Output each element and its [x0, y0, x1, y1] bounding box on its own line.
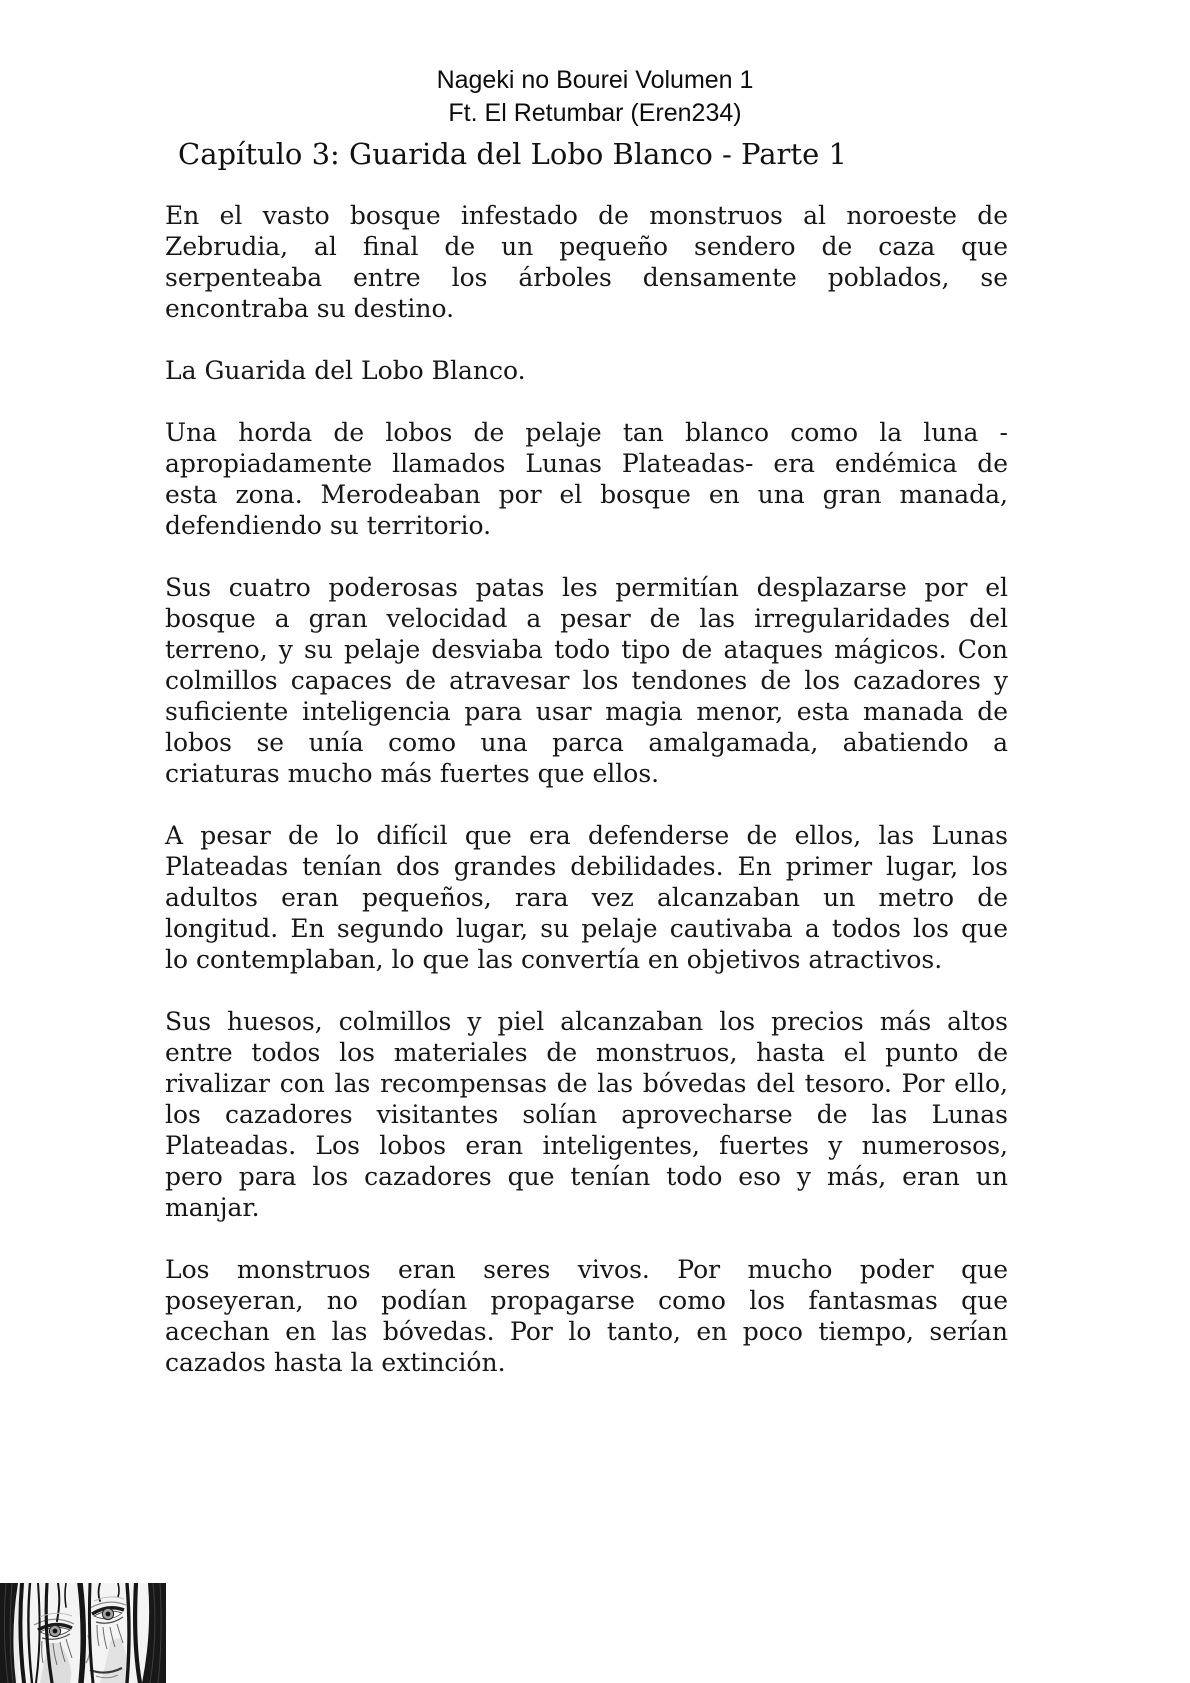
text-line: cazados hasta la extinción.: [165, 1348, 506, 1377]
text-line: lo contemplaban, lo que las convertía en objetivos atractivos.: [165, 945, 943, 974]
text-line: La Guarida del Lobo Blanco.: [165, 356, 526, 385]
paragraph: [165, 417, 1008, 541]
manga-face-image: [0, 1583, 166, 1683]
text-line: criaturas mucho más fuertes que ellos.: [165, 759, 660, 788]
paragraph: [165, 572, 1008, 789]
text-line: adultos eran pequeños, rara vez alcanzaban un metro de: [165, 883, 1008, 912]
text-line: Sus huesos, colmillos y piel alcanzaban los precios más altos: [165, 1007, 1008, 1036]
text-line: colmillos capaces de atravesar los tendones de los cazadores y: [165, 666, 1008, 695]
paragraph: [165, 1006, 1008, 1223]
text-line: terreno, y su pelaje desviaba todo tipo de ataques mágicos. Con: [165, 635, 1008, 664]
text-line: A pesar de lo difícil que era defenderse de ellos, las Lunas: [165, 821, 1008, 850]
text-line: Los monstruos eran seres vivos. Por mucho poder que: [165, 1255, 1008, 1284]
text-line: En el vasto bosque infestado de monstruos al noroeste de: [165, 201, 1008, 230]
text-line: rivalizar con las recompensas de las bóvedas del tesoro. Por ello,: [165, 1069, 1008, 1098]
text-line: esta zona. Merodeaban por el bosque en una gran manada,: [165, 480, 1008, 509]
text-line: Una horda de lobos de pelaje tan blanco como la luna -: [165, 418, 1008, 447]
manga-face-illustration: [0, 1583, 166, 1683]
title-line-1: Nageki no Bourei Volumen 1: [436, 66, 754, 94]
document-header: [0, 0, 1190, 130]
text-line: Plateadas tenían dos grandes debilidades. En primer lugar, los: [165, 852, 1008, 881]
text-line: bosque a gran velocidad a pesar de las irregularidades del: [165, 604, 1008, 633]
text-line: pero para los cazadores que tenían todo eso y más, eran un: [165, 1162, 1008, 1191]
text-line: defendiendo su territorio.: [165, 511, 492, 540]
text-line: suficiente inteligencia para usar magia menor, esta manada de: [165, 697, 1008, 726]
text-line: Zebrudia, al final de un pequeño sendero de caza que: [165, 232, 1008, 261]
text-line: Plateadas. Los lobos eran inteligentes, fuertes y numerosos,: [165, 1131, 1008, 1160]
text-line: Sus cuatro poderosas patas les permitían desplazarse por el: [165, 573, 1008, 602]
paragraph: [165, 200, 1008, 324]
text-line: serpenteaba entre los árboles densamente poblados, se: [165, 263, 1008, 292]
chapter-heading: Capítulo 3: Guarida del Lobo Blanco - Parte 1: [178, 137, 847, 171]
text-line: manjar.: [165, 1193, 260, 1222]
paragraphs: [165, 200, 1008, 1378]
text-line: acechan en las bóvedas. Por lo tanto, en poco tiempo, serían: [165, 1317, 1008, 1346]
text-line: encontraba su destino.: [165, 294, 455, 323]
text-line: poseyeran, no podían propagarse como los fantasmas que: [165, 1286, 1008, 1315]
paragraph: [165, 1254, 1008, 1378]
title-line-2: Ft. El Retumbar (Eren234): [448, 99, 742, 127]
text-line: apropiadamente llamados Lunas Plateadas- era endémica de: [165, 449, 1008, 478]
paragraph: [165, 355, 1008, 386]
text-line: lobos se unía como una parca amalgamada, abatiendo a: [165, 728, 1008, 757]
text-line: los cazadores visitantes solían aprovecharse de las Lunas: [165, 1100, 1008, 1129]
text-line: longitud. En segundo lugar, su pelaje cautivaba a todos los que: [165, 914, 1008, 943]
text-line: entre todos los materiales de monstruos, hasta el punto de: [165, 1038, 1008, 1067]
paragraph: [165, 820, 1008, 975]
